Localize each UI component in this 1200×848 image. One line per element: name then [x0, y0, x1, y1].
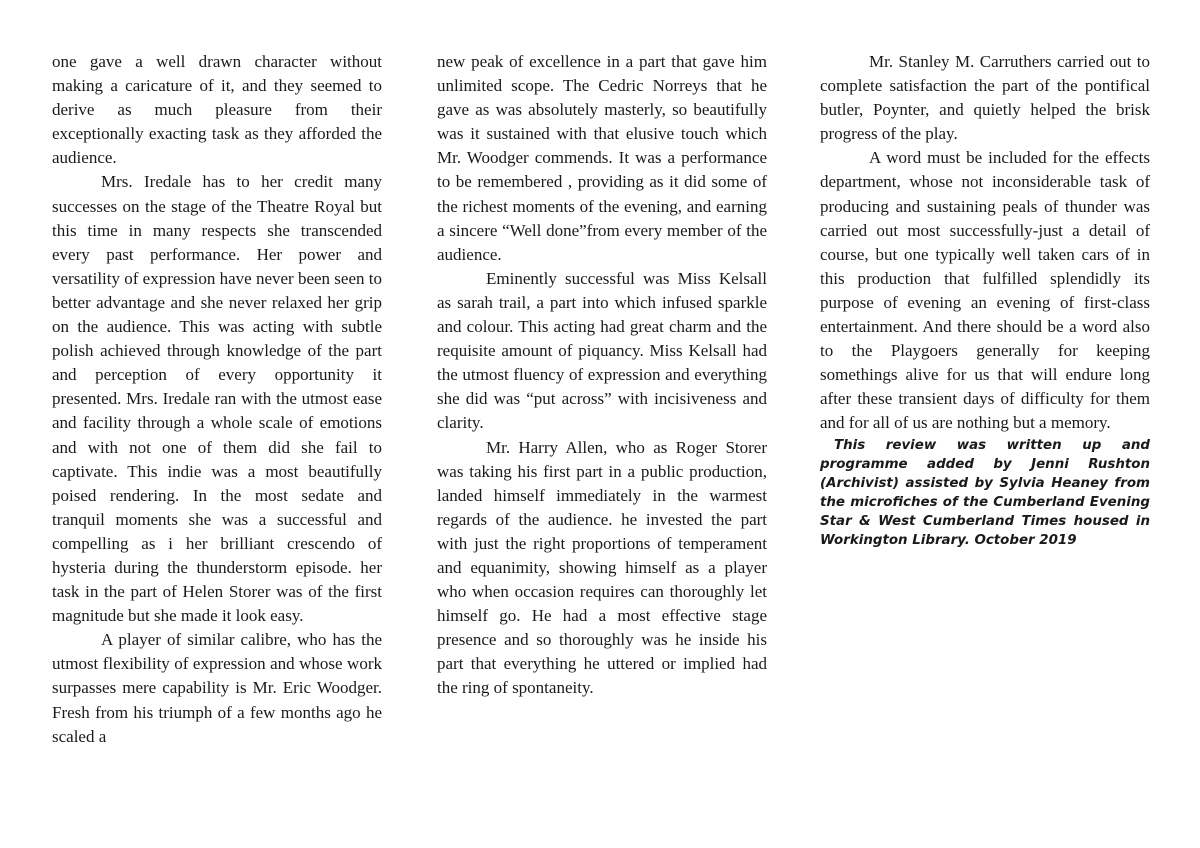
paragraph: Mr. Stanley M. Carruthers carried out to complete satisfaction the part of the pontifical butler, Poynter, and quietly helped the brisk progress of the play.	[820, 52, 1150, 144]
paragraph: A word must be included for the effects department, whose not inconsiderable task of producing and sustaining peals of thunder was carried out most successfully-just a detail of course, but one typically well taken cars of in this production that fulfilled splendidly its purpose of evening an evening of first-class entertainment. And there should be a word also to the Playgoers generally for keeping somethings alive for us that will endure long after these transient days of difficulty for them and for all of us are nothing but a memory.	[820, 148, 1150, 433]
paragraph: Eminently successful was Miss Kelsall as sarah trail, a part into which infused sparkle and colour. This acting had great charm and the requisite amount of piquancy. Miss Kelsall had the utmost fluency of expression and everything she did was “put across” with incisiveness and clarity.	[437, 268, 767, 433]
paragraph: A player of similar calibre, who has the utmost flexibility of expression and whose work surpasses mere capability is Mr. Eric Woodger. Fresh from his triumph of a few months ago he scaled a	[52, 630, 382, 746]
paragraph: Mr. Harry Allen, who as Roger Storer was taking his first part in a public production, landed himself immediately in the warmest regards of the audience. he invested the part with just the right proportions of temperament and equanimity, showing himself as a player who when occasion requires can thoroughly let himself go. He had a most effective stage presence and so thoroughly was he inside his part that everything he uttered or implied had the ring of spontaneity.	[437, 437, 767, 698]
column-2	[437, 50, 767, 701]
paragraph: new peak of excellence in a part that gave him unlimited scope. The Cedric Norreys that he gave as was absolutely masterly, so beautifully was it sustained with that elusive touch which Mr. Woodger commends. It was a performance to be remembered , providing as it did some of the richest moments of the evening, and earning a sincere “Well done”from every member of the audience.	[437, 52, 767, 264]
column-3	[820, 50, 1150, 550]
paragraph: Mrs. Iredale has to her credit many successes on the stage of the Theatre Royal but this time in many respects she transcended every past performance. Her power and versatility of expression have never been seen to better advantage and she never relaxed her grip on the audience. This was acting with subtle polish achieved through knowledge of the part and perception of every opportunity it presented. Mrs. Iredale ran with the utmost ease and facility through a whole scale of emotions and with not one of them did she fail to captivate. This indie was a most beautifully poised rendering. In the most sedate and tranquil moments she was a successful and compelling as i her brilliant crescendo of hysteria during the thunderstorm episode. her task in the part of Helen Storer was of the first magnitude but she made it look easy.	[52, 172, 382, 626]
archivist-note: This review was written up and programme added by Jenni Rushton (Archivist) assisted by Sylvia Heaney from the microfiches of the Cumberland Evening Star & West Cumberland Times housed in Workington Library. October 2019	[820, 437, 1150, 548]
column-1	[52, 50, 382, 749]
paragraph: one gave a well drawn character without making a caricature of it, and they seemed to derive as much pleasure from their exceptionally exacting task as they afforded the audience.	[52, 52, 382, 168]
